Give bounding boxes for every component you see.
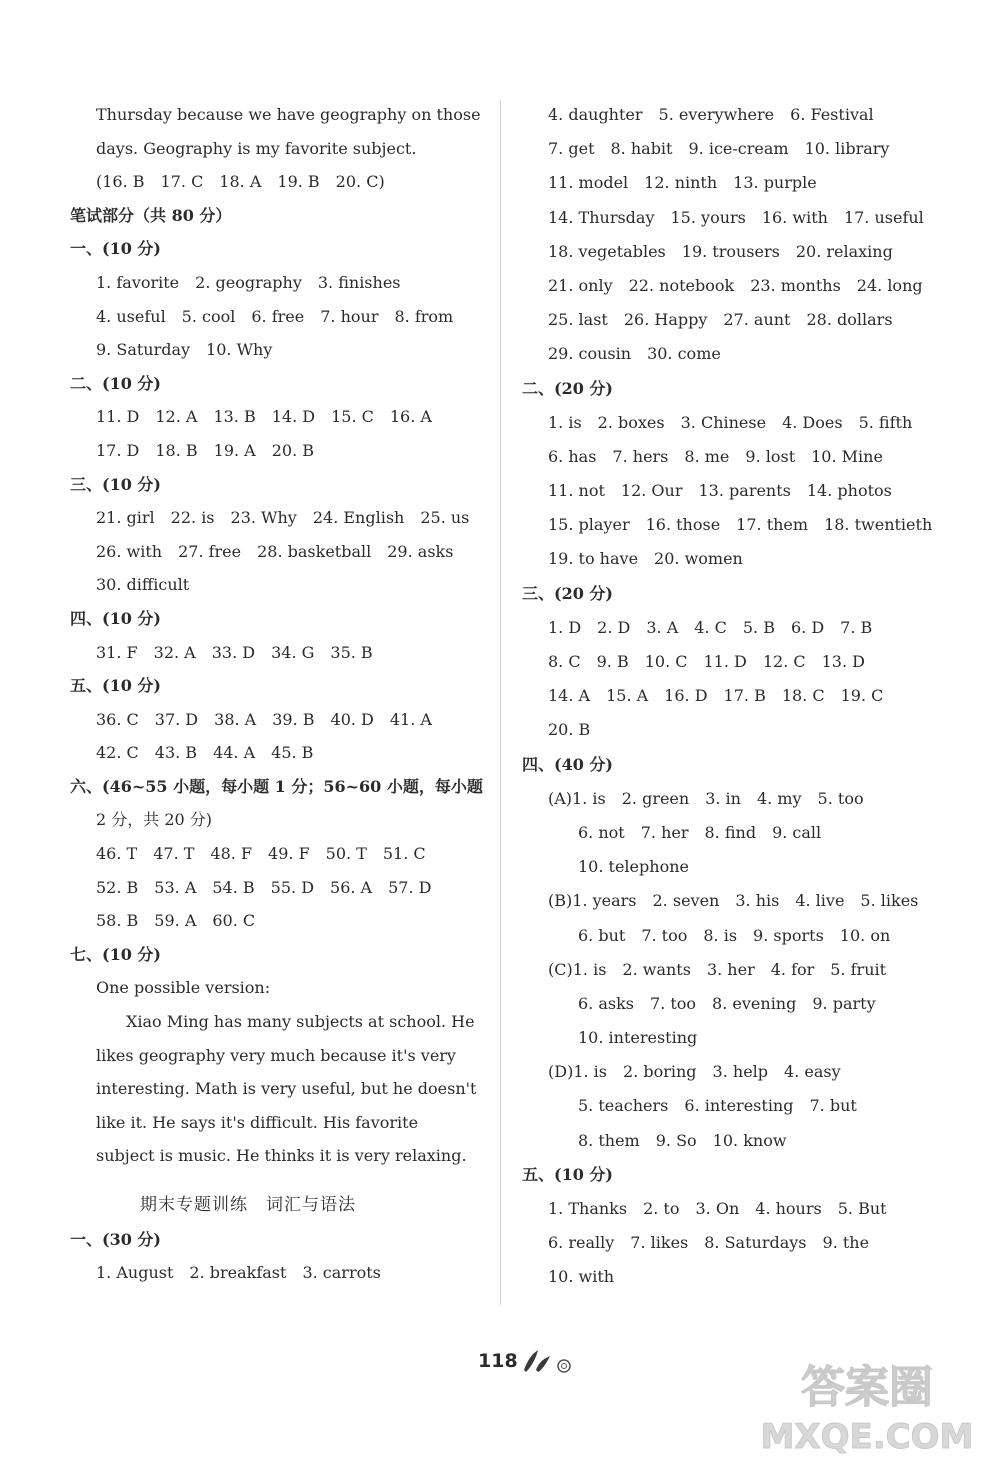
answer-line: 21. only 22. notebook 23. months 24. long [548,275,923,295]
answer-line: (16. B 17. C 18. A 19. B 20. C) [96,172,385,192]
answer-line: (D)1. is 2. boring 3. help 4. easy [548,1062,841,1082]
answer-line: like it. He says it's difficult. His favorite [96,1112,419,1132]
answer-line: 11. D 12. A 13. B 14. D 15. C 16. A [96,407,432,427]
section-header: 五、(10 分) [522,1164,613,1184]
column-divider [500,100,501,1305]
answer-line: 1. August 2. breakfast 3. carrots [96,1263,381,1283]
answer-line: subject is music. He thinks it is very relaxing. [96,1146,467,1166]
section-header: 六、(46~55 小题，每小题 1 分；56~60 小题，每小题 [70,776,483,796]
answer-line: 30. difficult [96,575,190,595]
answer-line: 19. to have 20. women [548,549,743,569]
section-header: 四、(10 分) [70,608,161,628]
answer-line: (C)1. is 2. wants 3. her 4. for 5. fruit [548,959,887,979]
section-header: 五、(10 分) [70,676,161,696]
section-header: 三、(10 分) [70,474,161,494]
answer-line: 14. Thursday 15. yours 16. with 17. useful [548,207,924,227]
answer-line: 46. T 47. T 48. F 49. F 50. T 51. C [96,844,426,864]
answer-line: 1. is 2. boxes 3. Chinese 4. Does 5. fifth [548,412,913,432]
answer-line: 1. Thanks 2. to 3. On 4. hours 5. But [548,1199,887,1218]
section-header: 三、(20 分) [522,583,613,603]
section-header: 二、(10 分) [70,373,161,393]
section-header: 一、(10 分) [70,239,161,259]
answer-line: 29. cousin 30. come [548,344,721,364]
answer-line: 6. asks 7. too 8. evening 9. party [578,993,876,1013]
answer-line: 42. C 43. B 44. A 45. B [96,743,314,763]
answer-line: 17. D 18. B 19. A 20. B [96,440,315,460]
answer-line: 4. useful 5. cool 6. free 7. hour 8. from [96,306,454,326]
answer-line: 25. last 26. Happy 27. aunt 28. dollars [548,310,893,330]
answer-line: 1. D 2. D 3. A 4. C 5. B 6. D 7. B [548,617,873,637]
answer-line: (A)1. is 2. green 3. in 4. my 5. too [548,788,864,808]
answer-line: Xiao Ming has many subjects at school. He [126,1012,475,1032]
answer-line: 58. B 59. A 60. C [96,911,256,931]
watermark-icon [752,1352,982,1456]
answer-line: 8. them 9. So 10. know [578,1130,787,1150]
section-header: 笔试部分（共 80 分） [70,205,232,225]
watermark-bottom: MXQE.COM [760,1417,974,1456]
answer-line: 4. daughter 5. everywhere 6. Festival [548,105,874,124]
answer-line: 20. B [548,720,591,740]
right-column [522,98,952,1295]
answer-line: days. Geography is my favorite subject. [96,138,417,158]
left-tail-lines [70,1223,490,1290]
answer-line: 52. B 53. A 54. B 55. D 56. A 57. D [96,877,432,897]
answer-line: likes geography very much because it's very [96,1045,456,1065]
answer-line: 14. A 15. A 16. D 17. B 18. C 19. C [548,686,884,706]
page-number: 118 [478,1350,518,1372]
answer-line: interesting. Math is very useful, but he doesn't [96,1079,477,1099]
answer-line: 2 分，共 20 分) [96,810,213,830]
answer-line: One possible version: [96,978,271,998]
publisher-logo-icon [520,1346,580,1376]
answer-line: 18. vegetables 19. trousers 20. relaxing [548,241,893,261]
left-answer-lines [70,98,490,1173]
answer-line: 36. C 37. D 38. A 39. B 40. D 41. A [96,709,432,729]
answer-line: 5. teachers 6. interesting 7. but [578,1096,857,1116]
answer-line: 11. model 12. ninth 13. purple [548,173,817,193]
answer-line: 21. girl 22. is 23. Why 24. English 25. us [96,508,470,528]
answer-line: (B)1. years 2. seven 3. his 4. live 5. likes [548,891,919,911]
section-header: 四、(40 分) [522,754,613,774]
answer-line: 15. player 16. those 17. them 18. twentieth [548,515,933,535]
answer-line: 7. get 8. habit 9. ice-cream 10. library [548,139,890,159]
answer-line: 6. but 7. too 8. is 9. sports 10. on [578,925,891,945]
answer-line: 6. not 7. her 8. find 9. call [578,822,822,842]
answer-line: Thursday because we have geography on those [96,105,481,124]
answer-line: 6. really 7. likes 8. Saturdays 9. the [548,1233,870,1253]
answer-line: 10. with [548,1267,615,1287]
right-answer-lines [522,98,952,1295]
section-header: 七、(10 分) [70,944,161,964]
answer-line: 8. C 9. B 10. C 11. D 12. C 13. D [548,652,865,671]
answer-line: 1. favorite 2. geography 3. finishes [96,272,401,292]
answer-line: 9. Saturday 10. Why [96,340,273,360]
answer-line: 10. telephone [578,857,689,877]
section-header: 一、(30 分) [70,1229,161,1249]
watermark-top: 答案圈 [801,1362,933,1413]
answer-line: 6. has 7. hers 8. me 9. lost 10. Mine [548,446,883,466]
section-title: 期末专题训练 词汇与语法 [140,1195,356,1215]
answer-line: 10. interesting [578,1028,698,1048]
left-column [70,98,490,1290]
answer-line: 26. with 27. free 28. basketball 29. asks [96,541,454,561]
answer-line: 31. F 32. A 33. D 34. G 35. B [96,642,373,662]
section-header: 二、(20 分) [522,378,613,398]
answer-line: 11. not 12. Our 13. parents 14. photos [548,481,892,501]
